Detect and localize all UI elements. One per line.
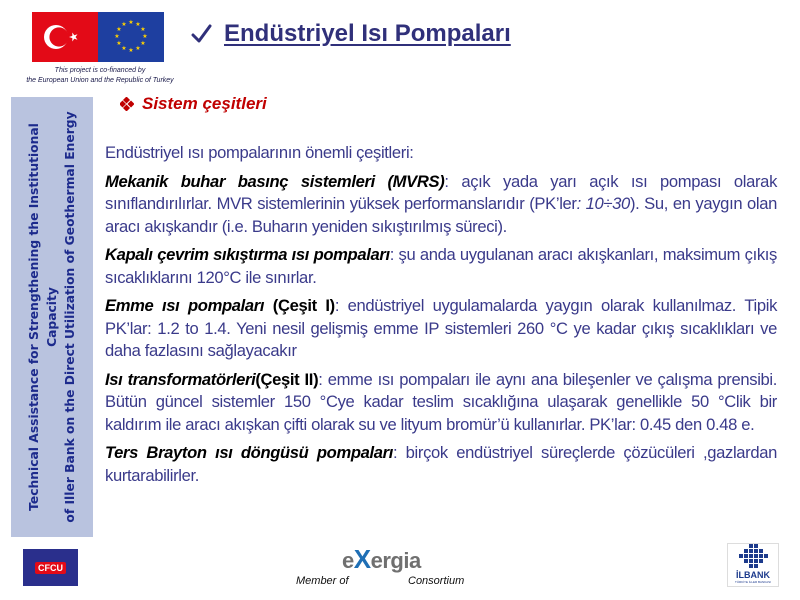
svg-text:★: ★ [121,21,127,28]
text-brayton: : birçok endüstriyel süreçlerde çözücüleri ,gazlardan kurtarabilirler. [105,443,777,485]
cfcu-label: CFCU [35,562,66,574]
term-brayton: Ters Brayton ısı döngüsü pompaları [105,443,394,462]
exergia-e: e [342,548,354,573]
term-transformers: Isı transformatörleri [105,369,256,389]
paragraph-closed-cycle [105,244,777,289]
body-lead: Endüstriyel ısı pompalarının önemli çeşitleri: [105,143,414,162]
consortium-label: Consortium [408,575,465,587]
text-absorption: : endüstriyel uygulamalarda yaygın olarak kullanılmaz. Tipik PK’lar: 1.2 to 1.4. Yeni nesil gelişmiş emme IP sistemleri 260 °C ye kadar çıkış sıcaklıkları ve daha fazlasını sağlayacakır [105,296,778,360]
text-mvrs-b: : 10÷30 [576,194,630,213]
eu-flag-icon [98,12,164,62]
svg-text:★: ★ [116,26,122,33]
sidebar-line-2: of Iller Bank on the Direct Utilization of Geothermal Energy [63,111,77,523]
checkmark-icon [190,23,212,45]
diamond-bullet-icon [120,97,134,111]
svg-text:★: ★ [140,26,146,33]
paragraph-absorption [105,295,777,363]
cofinanced-line-1: This project is co-financed by [54,67,146,74]
sidebar-line-1: Technical Assistance for Strengthening the Institutional Capacity [27,123,59,511]
sidebar-text [25,102,79,532]
text-mvrs-c: ). Su, en yaygın olan aracı akışkandır (i.e. Buharın yeniden sıkıştırılmış süreci). [105,194,777,236]
svg-text:★: ★ [140,40,146,47]
subtitle-row [120,94,267,114]
term-mvrs: Mekanik buhar basınç sistemleri (MVRS) [105,171,445,191]
svg-text:★: ★ [121,45,127,52]
term-closed-cycle: Kapalı çevrim sıkıştırma ısı pompaları [105,245,390,264]
paragraph-transformers [105,369,777,437]
paragraph-brayton [105,442,777,487]
title-row [190,18,511,50]
section-subtitle: Sistem çeşitleri [142,94,267,113]
cfcu-logo [23,549,78,586]
text-closed-cycle: : şu anda uygulanan aracı akışkanları, maksimum çıkış sıcaklıklarını 120°C ile sınırlar. [105,245,777,287]
svg-text:★: ★ [135,45,141,52]
member-of-label: Member of [296,575,349,587]
page-title: Endüstriyel Isı Pompaları [224,20,511,47]
exergia-logo [342,544,442,574]
exergia-rest: ergia [370,548,421,573]
ilbank-logo [727,543,779,587]
svg-text:★: ★ [128,19,134,26]
svg-text:★: ★ [135,21,141,28]
sidebar-banner [11,97,93,537]
body-content [105,142,777,493]
ilbank-subtitle: TÜRKİYE İLLER BANKASI [734,580,771,584]
turkey-flag-icon [32,12,98,62]
ilbank-name: İLBANK [736,570,770,580]
term-transformers-type: (Çeşit II) [255,369,319,389]
svg-text:★: ★ [114,33,120,40]
term-absorption: Emme ısı pompaları [105,296,265,315]
cofinanced-line-2: the European Union and the Republic of Turkey [26,77,174,84]
ilbank-grid-icon [736,544,770,568]
exergia-x: X [353,544,371,574]
svg-text:★: ★ [128,47,134,54]
paragraph-mvrs [105,171,777,239]
svg-text:★: ★ [116,40,122,47]
text-mvrs-a: : açık yada yarı açık ısı pompası olarak sınıflandırılırlar. MVR sistemlerinin yüksek performanslarıdır (PK’ler [105,171,778,213]
text-transformers: : emme ısı pompaları ile aynı ana bileşenler ve çalışma prensibi. Bütün güncel sistemler 150 °Cye kadar teslim sıcaklığına ulaşarak genellikle 50 °Clik bir kaldırım ile aracı akışkan çifti olarak su ve lityum bromür’ü kullanırlar. PK’lar: 0.45 den 0.48 e. [105,369,778,434]
term-absorption-type: (Çeşit I) [272,296,335,315]
svg-text:★: ★ [142,33,148,40]
